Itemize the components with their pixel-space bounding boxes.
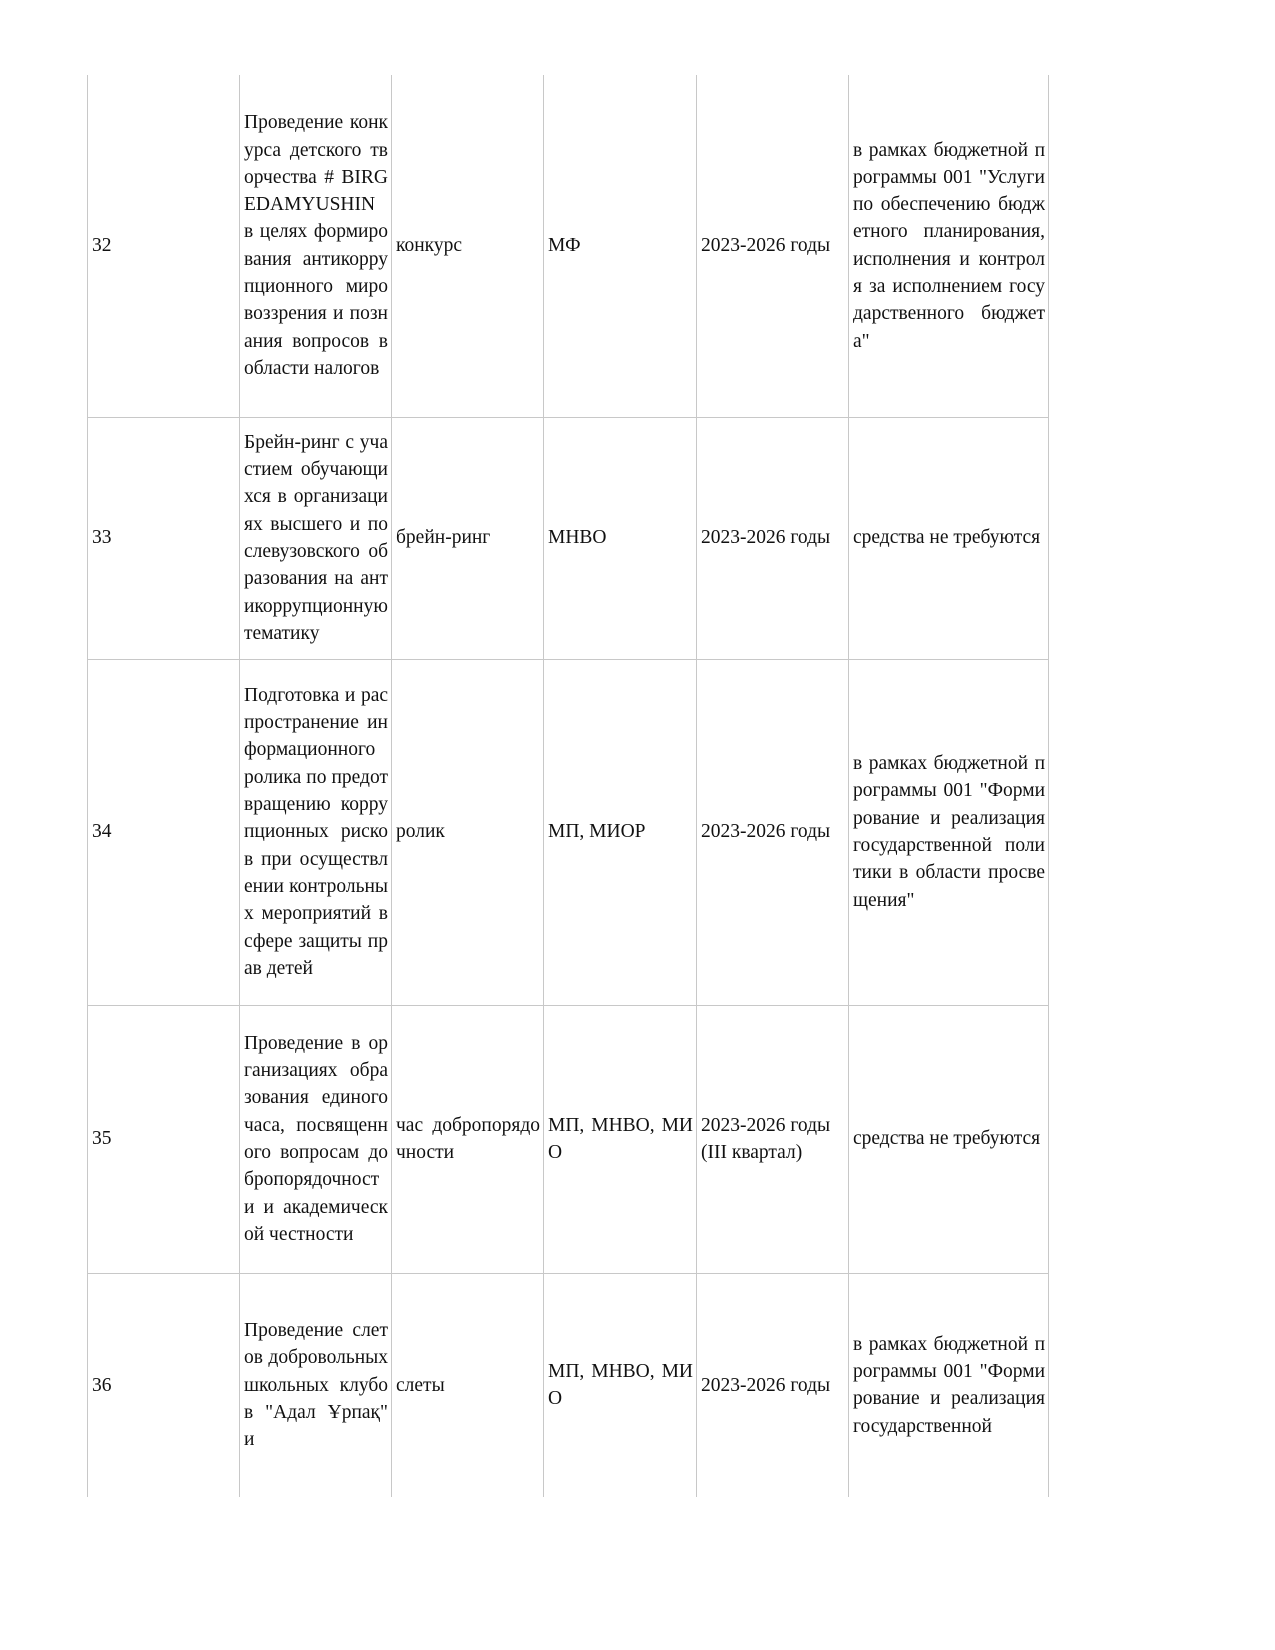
- responsible-bodies: МФ: [544, 75, 697, 417]
- row-number: 36: [88, 1273, 240, 1497]
- completion-form: час добропорядочности: [392, 1005, 544, 1273]
- responsible-bodies: МНВО: [544, 417, 697, 659]
- completion-form: конкурс: [392, 75, 544, 417]
- table-row: [88, 1273, 1049, 1497]
- responsible-bodies: МП, МНВО, МИО: [544, 1273, 697, 1497]
- responsible-bodies: МП, МИОР: [544, 659, 697, 1005]
- event-description: Проведение слетов добровольных школьных клубов "Адал Ұрпақ" и: [240, 1273, 392, 1497]
- execution-period: 2023-2026 годы: [697, 1273, 849, 1497]
- event-description: Подготовка и распространение информационного ролика по предотвращению коррупционных рисков при осуществлении контрольных мероприятий в сфере защиты прав детей: [240, 659, 392, 1005]
- row-number: 32: [88, 75, 240, 417]
- execution-period: 2023-2026 годы: [697, 659, 849, 1005]
- completion-form: брейн-ринг: [392, 417, 544, 659]
- execution-period: 2023-2026 годы: [697, 75, 849, 417]
- responsible-bodies: МП, МНВО, МИО: [544, 1005, 697, 1273]
- funding-source: средства не требуются: [849, 417, 1049, 659]
- event-description: Брейн-ринг с участием обучающихся в организациях высшего и послевузовского образования на антикоррупционную тематику: [240, 417, 392, 659]
- execution-period: 2023-2026 годы: [697, 417, 849, 659]
- funding-source: в рамках бюджетной программы 001 "Формирование и реализация государственной политики в области просвещения": [849, 659, 1049, 1005]
- execution-period: 2023-2026 годы (III квартал): [697, 1005, 849, 1273]
- row-number: 35: [88, 1005, 240, 1273]
- funding-source: в рамках бюджетной программы 001 "Услуги по обеспечению бюджетного планирования, исполнения и контроля за исполнением государственного бюджета": [849, 75, 1049, 417]
- table-row: [88, 659, 1049, 1005]
- row-number: 34: [88, 659, 240, 1005]
- completion-form: ролик: [392, 659, 544, 1005]
- table-row: [88, 75, 1049, 417]
- table-row: [88, 417, 1049, 659]
- action-plan-table: [87, 75, 1049, 1497]
- table-row: [88, 1005, 1049, 1273]
- funding-source: средства не требуются: [849, 1005, 1049, 1273]
- completion-form: слеты: [392, 1273, 544, 1497]
- row-number: 33: [88, 417, 240, 659]
- event-description: Проведение конкурса детского творчества # BIRGEDAMYUSHIN в целях формирования антикоррупционного мировоззрения и познания вопросов в области налогов: [240, 75, 392, 417]
- event-description: Проведение в организациях образования единого часа, посвященного вопросам добропорядочности и академической честности: [240, 1005, 392, 1273]
- funding-source: в рамках бюджетной программы 001 "Формирование и реализация государственной: [849, 1273, 1049, 1497]
